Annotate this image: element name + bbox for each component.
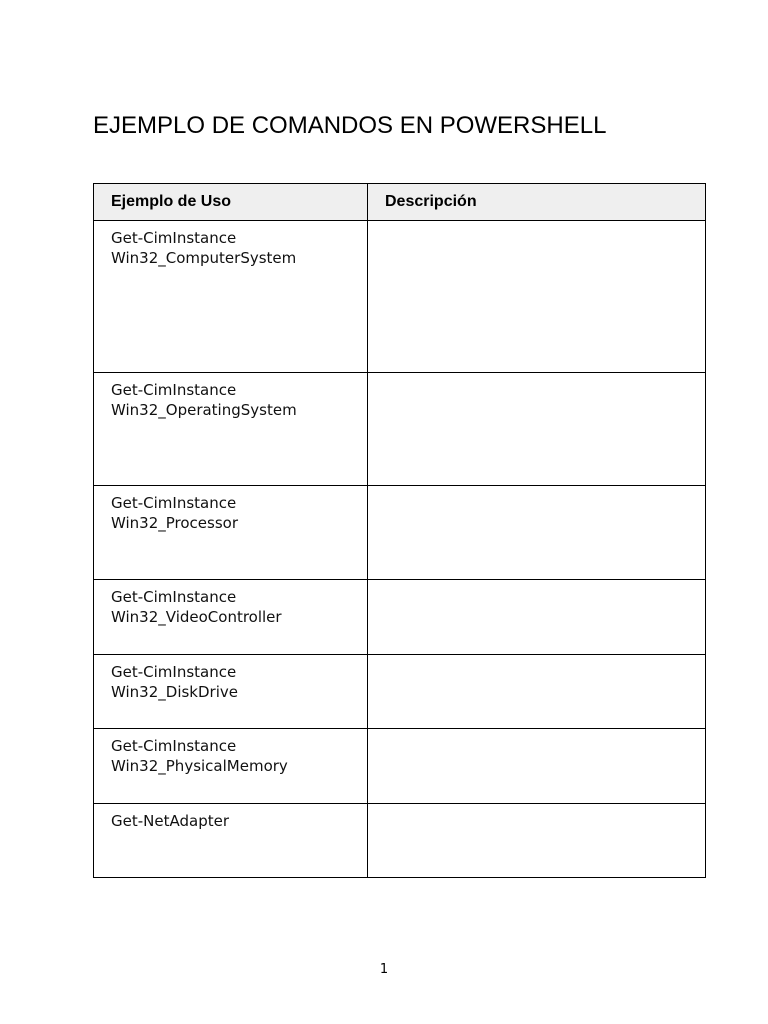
command-class-text: Win32_DiskDrive (111, 683, 238, 701)
page-title: EJEMPLO DE COMANDOS EN POWERSHELL (93, 112, 607, 139)
command-text: Get-CimInstance (111, 663, 237, 681)
table-row (94, 804, 706, 878)
command-cell[interactable] (94, 729, 368, 804)
command-cell[interactable] (94, 373, 368, 486)
description-cell[interactable] (368, 804, 706, 878)
command-class-text: Win32_OperatingSystem (111, 401, 297, 419)
command-text: Get-CimInstance (111, 229, 237, 247)
description-cell[interactable] (368, 729, 706, 804)
command-class-text: Win32_PhysicalMemory (111, 757, 288, 775)
page-number: 1 (379, 962, 389, 977)
command-text: Get-CimInstance (111, 737, 237, 755)
description-cell[interactable] (368, 580, 706, 655)
table-row (94, 221, 706, 373)
description-cell[interactable] (368, 486, 706, 580)
command-cell[interactable] (94, 486, 368, 580)
command-class-text: Win32_ComputerSystem (111, 249, 297, 267)
description-cell[interactable] (368, 373, 706, 486)
command-cell[interactable] (94, 580, 368, 655)
table-row (94, 580, 706, 655)
command-text: Get-CimInstance (111, 588, 237, 606)
header-usage-example: Ejemplo de Uso (94, 184, 368, 221)
command-class-text: Win32_VideoController (111, 608, 282, 626)
description-cell[interactable] (368, 221, 706, 373)
commands-table (93, 183, 706, 878)
command-text: Get-CimInstance (111, 381, 237, 399)
table-row (94, 655, 706, 729)
command-cell[interactable] (94, 221, 368, 373)
command-cell[interactable] (94, 655, 368, 729)
table-row (94, 373, 706, 486)
table-row (94, 486, 706, 580)
command-cell[interactable] (94, 804, 368, 878)
description-cell[interactable] (368, 655, 706, 729)
command-text: Get-CimInstance (111, 494, 237, 512)
command-text: Get-NetAdapter (111, 812, 229, 830)
table-row (94, 729, 706, 804)
header-description: Descripción (368, 184, 706, 221)
table-header-row (94, 184, 706, 221)
command-class-text: Win32_Processor (111, 514, 239, 532)
